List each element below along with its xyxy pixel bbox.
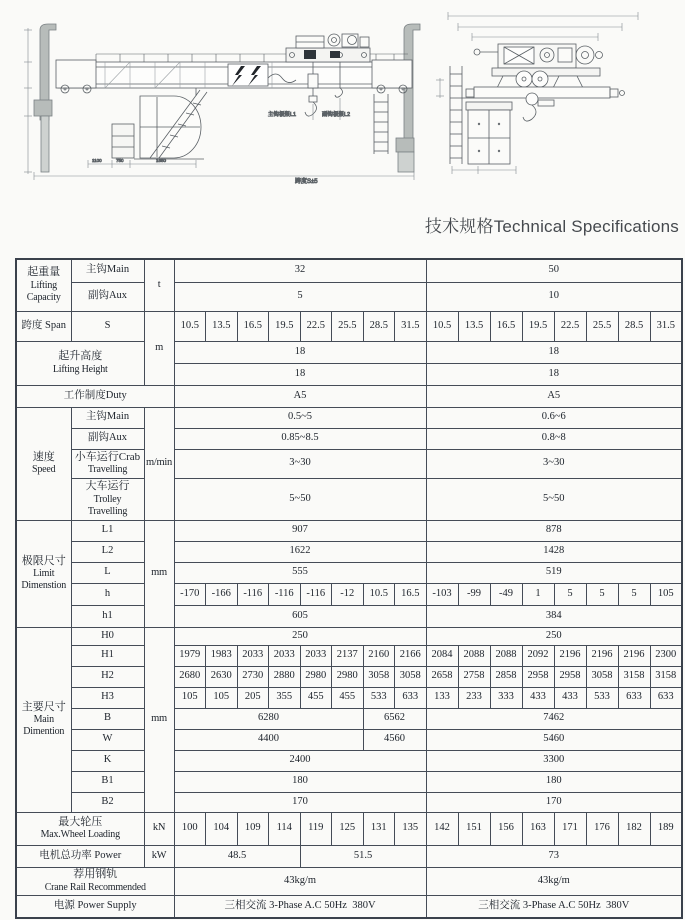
value-cell: -99 xyxy=(458,583,490,605)
value-cell: 0.8~8 xyxy=(426,428,682,449)
row-label-K: K xyxy=(71,750,144,771)
value-cell: 151 xyxy=(458,812,490,845)
value-cell: 533 xyxy=(586,687,618,708)
value-cell: 142 xyxy=(426,812,458,845)
value-cell: 2088 xyxy=(458,645,490,666)
value-cell: 2658 xyxy=(426,666,458,687)
value-cell: 5460 xyxy=(426,729,682,750)
value-cell: 48.5 xyxy=(174,845,300,867)
value-cell: 0.85~8.5 xyxy=(174,428,426,449)
value-cell: 2980 xyxy=(300,666,332,687)
row-label-h: h xyxy=(71,583,144,605)
value-cell: 5 xyxy=(174,282,426,311)
value-cell: 5 xyxy=(618,583,650,605)
label-cn: 小车运行Crab xyxy=(74,450,141,463)
value-cell: 170 xyxy=(426,792,682,812)
value-cell: 333 xyxy=(490,687,522,708)
trolley-crab xyxy=(286,34,370,62)
cab-equipment-box xyxy=(112,124,134,158)
row-label-B2: B2 xyxy=(71,792,144,812)
value-cell: 2630 xyxy=(206,666,238,687)
row-label-B: B xyxy=(71,708,144,729)
span-value-cell: 25.5 xyxy=(332,311,364,341)
dim-label: 1100 xyxy=(92,158,102,163)
end-operator-cab xyxy=(466,102,512,164)
value-cell: 2166 xyxy=(395,645,427,666)
value-cell: 133 xyxy=(426,687,458,708)
span-value-cell: 10.5 xyxy=(174,311,206,341)
label-en: Lifting xyxy=(30,279,57,291)
span-value-cell: 22.5 xyxy=(300,311,332,341)
row-group-speed xyxy=(16,407,71,520)
value-cell: 3158 xyxy=(618,666,650,687)
label-en: Travelling xyxy=(87,464,128,476)
dim-label: 1650 xyxy=(156,158,167,163)
value-cell: 2196 xyxy=(586,645,618,666)
value-cell: 131 xyxy=(363,812,395,845)
row-label-L: L xyxy=(71,562,144,583)
row-label-crane-rail xyxy=(16,867,174,895)
value-cell: 170 xyxy=(174,792,426,812)
value-cell: 384 xyxy=(426,605,682,627)
spec-table xyxy=(15,258,683,919)
span-value-cell: 16.5 xyxy=(490,311,522,341)
value-cell: -49 xyxy=(490,583,522,605)
value-cell: 878 xyxy=(426,520,682,541)
value-cell: 105 xyxy=(206,687,238,708)
value-cell: 2400 xyxy=(174,750,426,771)
value-cell: A5 xyxy=(426,385,682,407)
end-carriage-left xyxy=(56,60,96,93)
right-runway-column xyxy=(396,24,420,172)
label-cn: 起重量 xyxy=(27,266,61,279)
value-cell: 189 xyxy=(650,812,682,845)
value-cell: 0.6~6 xyxy=(426,407,682,428)
operator-cab xyxy=(134,96,204,159)
value-cell: 2137 xyxy=(332,645,364,666)
value-cell: 2160 xyxy=(363,645,395,666)
value-cell: 105 xyxy=(174,687,206,708)
value-cell: 2858 xyxy=(490,666,522,687)
value-cell: 555 xyxy=(174,562,426,583)
value-cell: 2680 xyxy=(174,666,206,687)
span-value-cell: 19.5 xyxy=(269,311,301,341)
value-cell: 433 xyxy=(522,687,554,708)
value-cell: 43kg/m xyxy=(426,867,682,895)
value-cell: 2033 xyxy=(300,645,332,666)
value-cell: 6280 xyxy=(174,708,363,729)
value-cell: -103 xyxy=(426,583,458,605)
label-en: Lifting Height xyxy=(52,363,108,375)
value-cell: 233 xyxy=(458,687,490,708)
hook-limit-main-label: 主钩极限L1 xyxy=(268,112,297,118)
value-cell: 114 xyxy=(269,812,301,845)
unit-cell-m: m xyxy=(144,311,174,385)
row-label-H2: H2 xyxy=(71,666,144,687)
label-en: Speed xyxy=(32,464,56,476)
value-cell: 2196 xyxy=(554,645,586,666)
value-cell: -12 xyxy=(332,583,364,605)
label-en: Crane Rail Recommended xyxy=(44,881,146,893)
value-cell: 3~30 xyxy=(174,449,426,478)
value-cell: 三相交流 3-Phase A.C 50Hz 380V xyxy=(426,895,682,918)
label-cn: 速度 xyxy=(32,450,55,463)
value-cell: 104 xyxy=(206,812,238,845)
label-en: Dimention xyxy=(23,726,65,738)
value-cell: 2880 xyxy=(269,666,301,687)
value-cell: 5~50 xyxy=(426,478,682,520)
label-en: Capacity xyxy=(26,291,61,303)
value-cell: 2084 xyxy=(426,645,458,666)
value-cell: 10 xyxy=(426,282,682,311)
value-cell: 1428 xyxy=(426,541,682,562)
value-cell: 7462 xyxy=(426,708,682,729)
value-cell: 4560 xyxy=(363,729,426,750)
page-title: 技术规格Technical Specifications xyxy=(424,217,679,236)
value-cell: 1979 xyxy=(174,645,206,666)
value-cell: 16.5 xyxy=(395,583,427,605)
row-label-aux-hook: 副钩Aux xyxy=(71,282,144,311)
value-cell: 3058 xyxy=(363,666,395,687)
label-cn: 起升高度 xyxy=(58,350,103,363)
value-cell: -166 xyxy=(206,583,238,605)
value-cell: 3158 xyxy=(650,666,682,687)
value-cell: 三相交流 3-Phase A.C 50Hz 380V xyxy=(174,895,426,918)
value-cell: 2300 xyxy=(650,645,682,666)
unit-cell-kn: kN xyxy=(144,812,174,845)
value-cell: 182 xyxy=(618,812,650,845)
unit-cell-kw: kW xyxy=(144,845,174,867)
row-group-main-dimension xyxy=(16,627,71,812)
value-cell: 4400 xyxy=(174,729,363,750)
row-label-wheel-loading xyxy=(16,812,144,845)
hook-limit-aux-label: 副钩极限L2 xyxy=(322,112,351,118)
value-cell: 2958 xyxy=(554,666,586,687)
crane-drawing xyxy=(0,0,685,212)
span-value-cell: 25.5 xyxy=(586,311,618,341)
span-value-cell: 28.5 xyxy=(618,311,650,341)
value-cell: 18 xyxy=(174,341,426,363)
row-label-power-supply: 电源 Power Supply xyxy=(16,895,174,918)
value-cell: 2033 xyxy=(237,645,269,666)
row-label-L1: L1 xyxy=(71,520,144,541)
value-cell: 105 xyxy=(650,583,682,605)
span-value-cell: 19.5 xyxy=(522,311,554,341)
row-label-L2: L2 xyxy=(71,541,144,562)
value-cell: 633 xyxy=(618,687,650,708)
value-cell: 43kg/m xyxy=(174,867,426,895)
value-cell: 519 xyxy=(426,562,682,583)
value-cell: 73 xyxy=(426,845,682,867)
end-trolley-machinery xyxy=(474,44,603,68)
span-value-cell: 16.5 xyxy=(237,311,269,341)
label-cn: 荐用钢轨 xyxy=(73,868,118,881)
value-cell: 50 xyxy=(426,259,682,282)
value-cell: 2088 xyxy=(490,645,522,666)
value-cell: 250 xyxy=(426,627,682,645)
row-label-speed-aux: 副钩Aux xyxy=(71,428,144,449)
lightning-bolt-icon xyxy=(228,64,268,86)
row-label-speed-main: 主钩Main xyxy=(71,407,144,428)
row-label-trolley-travelling xyxy=(71,478,144,520)
label-en: Travelling xyxy=(87,505,128,517)
unit-cell-mmin: m/min xyxy=(144,407,174,520)
row-label-h1: h1 xyxy=(71,605,144,627)
value-cell: -116 xyxy=(269,583,301,605)
value-cell: 6562 xyxy=(363,708,426,729)
value-cell: 125 xyxy=(332,812,364,845)
value-cell: 633 xyxy=(395,687,427,708)
value-cell: -170 xyxy=(174,583,206,605)
span-value-cell: 28.5 xyxy=(363,311,395,341)
row-group-limit-dimension xyxy=(16,520,71,627)
value-cell: 1622 xyxy=(174,541,426,562)
span-value-cell: 31.5 xyxy=(650,311,682,341)
value-cell: 10.5 xyxy=(363,583,395,605)
value-cell: 633 xyxy=(650,687,682,708)
row-group-lifting-capacity xyxy=(16,259,71,311)
value-cell: 2092 xyxy=(522,645,554,666)
span-value-cell: 10.5 xyxy=(426,311,458,341)
unit-cell-t: t xyxy=(144,259,174,311)
value-cell: 18 xyxy=(426,341,682,363)
value-cell: -116 xyxy=(237,583,269,605)
span-value-cell: 22.5 xyxy=(554,311,586,341)
value-cell: 3300 xyxy=(426,750,682,771)
value-cell: 2980 xyxy=(332,666,364,687)
value-cell: -116 xyxy=(300,583,332,605)
value-cell: 205 xyxy=(237,687,269,708)
span-value-cell: 13.5 xyxy=(458,311,490,341)
label-cn: 极限尺寸 xyxy=(21,554,66,567)
label-en: Trolley xyxy=(93,493,122,505)
value-cell: 2730 xyxy=(237,666,269,687)
value-cell: 135 xyxy=(395,812,427,845)
unit-cell-mm: mm xyxy=(144,627,174,812)
value-cell: 109 xyxy=(237,812,269,845)
span-symbol: S xyxy=(71,311,144,341)
value-cell: 51.5 xyxy=(300,845,426,867)
row-label-H3: H3 xyxy=(71,687,144,708)
unit-cell-mm: mm xyxy=(144,520,174,627)
value-cell: 180 xyxy=(426,771,682,792)
value-cell: 5 xyxy=(586,583,618,605)
value-cell: 163 xyxy=(522,812,554,845)
value-cell: 355 xyxy=(269,687,301,708)
end-carriage-right xyxy=(372,60,412,93)
value-cell: 1983 xyxy=(206,645,238,666)
span-dim-label: 跨度S±5 xyxy=(295,179,318,185)
value-cell: A5 xyxy=(174,385,426,407)
front-elevation-view xyxy=(24,24,420,185)
end-elevation-view xyxy=(436,12,638,174)
span-value-cell: 13.5 xyxy=(206,311,238,341)
row-label-main-hook: 主钩Main xyxy=(71,259,144,282)
value-cell: 5~50 xyxy=(174,478,426,520)
value-cell: 2033 xyxy=(269,645,301,666)
value-cell: 0.5~5 xyxy=(174,407,426,428)
row-label-B1: B1 xyxy=(71,771,144,792)
value-cell: 250 xyxy=(174,627,426,645)
label-cn: 大车运行 xyxy=(85,480,130,493)
value-cell: 3058 xyxy=(395,666,427,687)
value-cell: 2958 xyxy=(522,666,554,687)
value-cell: 119 xyxy=(300,812,332,845)
label-cn: 最大轮压 xyxy=(58,815,103,828)
left-runway-column xyxy=(34,24,56,172)
span-value-cell: 31.5 xyxy=(395,311,427,341)
label-en: Limit xyxy=(33,568,55,580)
row-label-span: 跨度 Span xyxy=(16,311,71,341)
value-cell: 3058 xyxy=(586,666,618,687)
value-cell: 100 xyxy=(174,812,206,845)
row-label-H0: H0 xyxy=(71,627,144,645)
row-label-crab-travelling xyxy=(71,449,144,478)
value-cell: 1 xyxy=(522,583,554,605)
value-cell: 18 xyxy=(426,363,682,385)
dim-label: 750 xyxy=(116,158,124,163)
value-cell: 5 xyxy=(554,583,586,605)
value-cell: 18 xyxy=(174,363,426,385)
value-cell: 32 xyxy=(174,259,426,282)
label-en: Dimenstion xyxy=(21,580,67,592)
value-cell: 3~30 xyxy=(426,449,682,478)
value-cell: 455 xyxy=(332,687,364,708)
value-cell: 156 xyxy=(490,812,522,845)
value-cell: 176 xyxy=(586,812,618,845)
row-label-H1: H1 xyxy=(71,645,144,666)
label-cn: 主要尺寸 xyxy=(21,700,66,713)
value-cell: 605 xyxy=(174,605,426,627)
value-cell: 533 xyxy=(363,687,395,708)
value-cell: 180 xyxy=(174,771,426,792)
value-cell: 455 xyxy=(300,687,332,708)
value-cell: 433 xyxy=(554,687,586,708)
label-en: Max.Wheel Loading xyxy=(40,829,120,841)
value-cell: 171 xyxy=(554,812,586,845)
wall-ladder xyxy=(374,94,388,154)
label-en: Main xyxy=(33,714,54,726)
value-cell: 907 xyxy=(174,520,426,541)
value-cell: 2758 xyxy=(458,666,490,687)
row-label-motor-power: 电机总功率 Power xyxy=(16,845,144,867)
row-label-lifting-height xyxy=(16,341,144,385)
row-label-duty: 工作制度Duty xyxy=(16,385,174,407)
value-cell: 2196 xyxy=(618,645,650,666)
row-label-W: W xyxy=(71,729,144,750)
